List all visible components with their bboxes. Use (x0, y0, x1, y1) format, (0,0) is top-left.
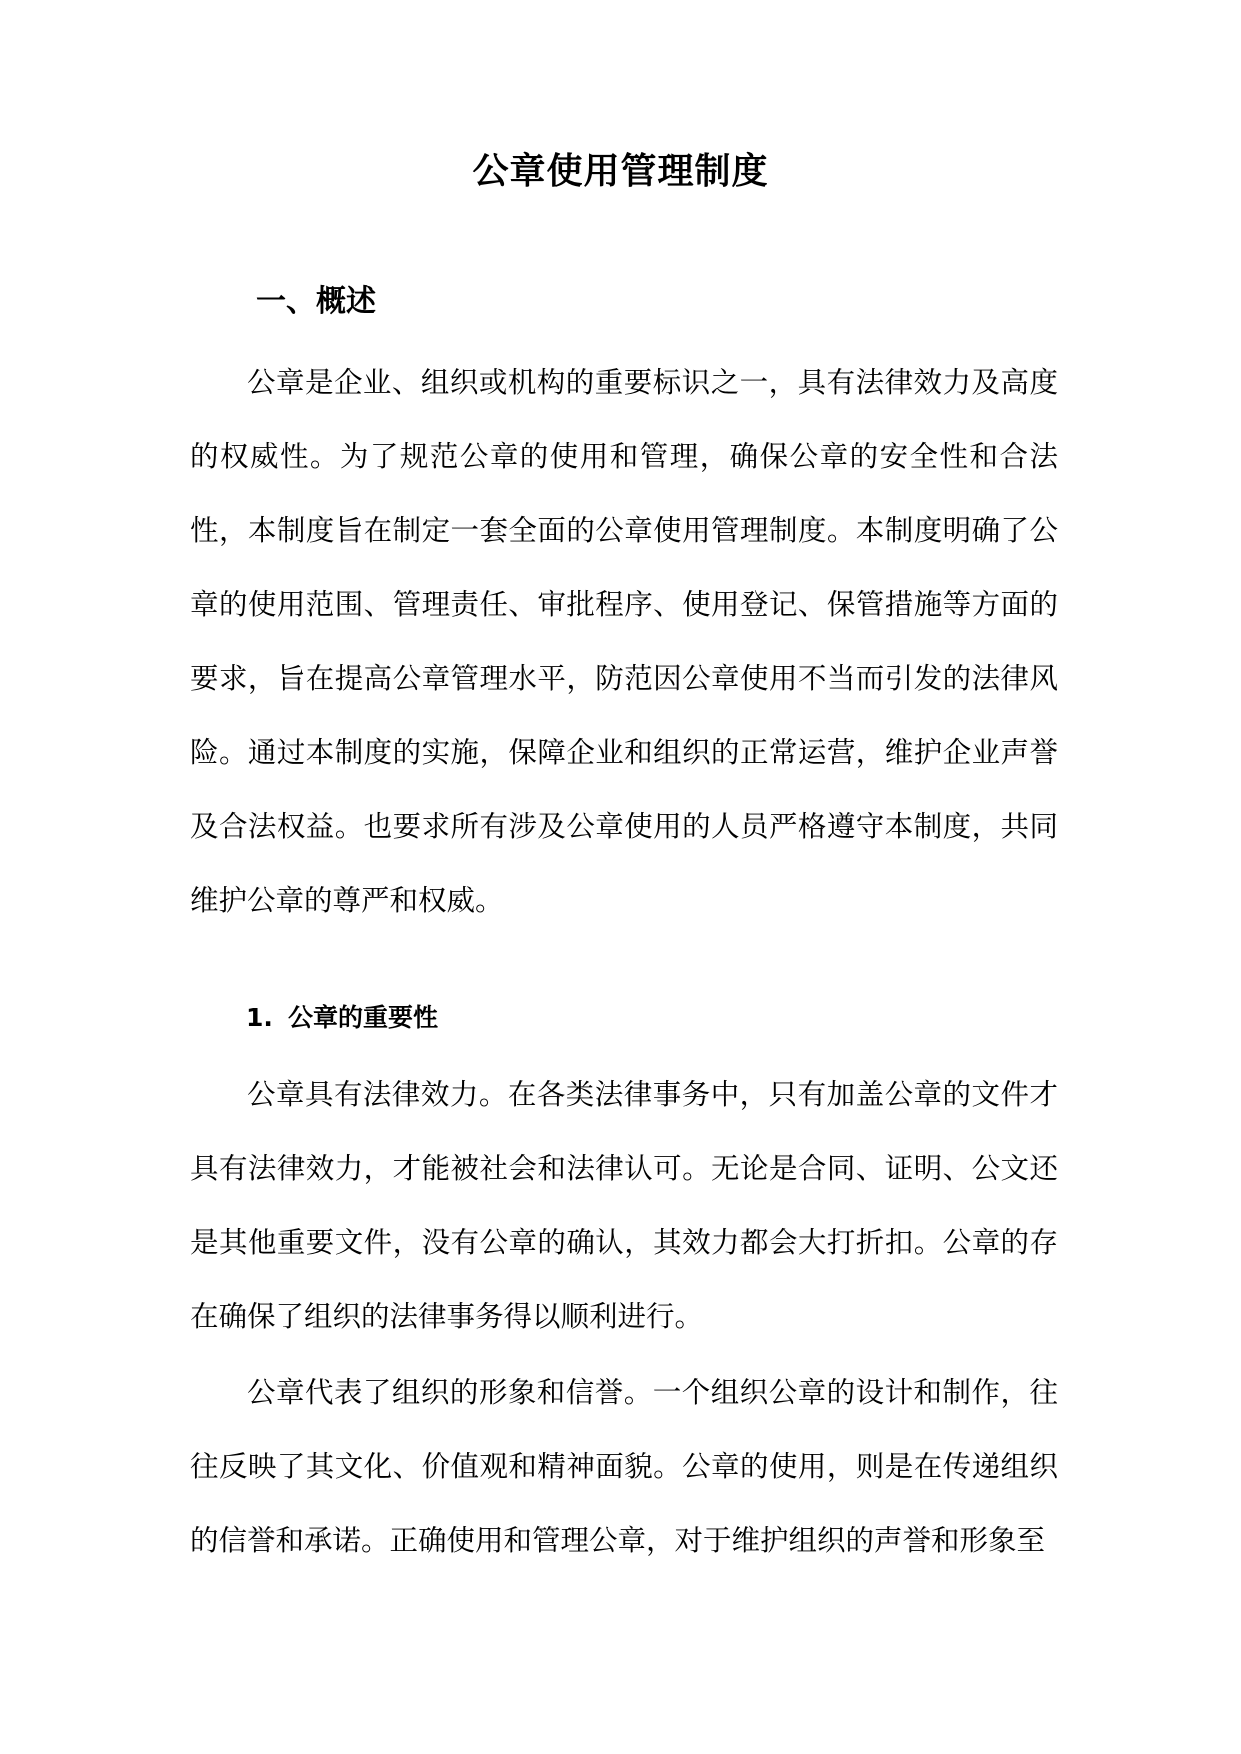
subsection-heading-importance (246, 998, 1058, 1038)
subsection-title: 公章的重要性 (288, 1003, 439, 1032)
section-heading-overview: 一、概述 (256, 284, 376, 319)
overview-paragraph: 公章是企业、组织或机构的重要标识之一，具有法律效力及高度的权威性。为了规范公章的使用和管理，确保公章的安全性和合法性，本制度旨在制定一套全面的公章使用管理制度。本制度明确了公章的使用范围、管理责任、审批程序、使用登记、保管措施等方面的要求，旨在提高公章管理水平，防范因公章使用不当而引发的法律风险。通过本制度的实施，保障企业和组织的正常运营，维护企业声誉及合法权益。也要求所有涉及公章使用的人员严格遵守本制度，共同维护公章的尊严和权威。 (190, 366, 1058, 917)
page-title: 公章使用管理制度 (472, 151, 769, 192)
subsection-number: 1. (246, 1003, 273, 1032)
importance-paragraph-image-reputation: 公章代表了组织的形象和信誉。一个组织公章的设计和制作，往往反映了其文化、价值观和精神面貌。公章的使用，则是在传递组织的信誉和承诺。正确使用和管理公章，对于维护组织的声誉和形象至 (190, 1376, 1058, 1557)
importance-paragraph-legal-effect: 公章具有法律效力。在各类法律事务中，只有加盖公章的文件才具有法律效力，才能被社会和法律认可。无论是合同、证明、公文还是其他重要文件，没有公章的确认，其效力都会大打折扣。公章的存在确保了组织的法律事务得以顺利进行。 (190, 1078, 1058, 1333)
document-body (190, 280, 1058, 1578)
